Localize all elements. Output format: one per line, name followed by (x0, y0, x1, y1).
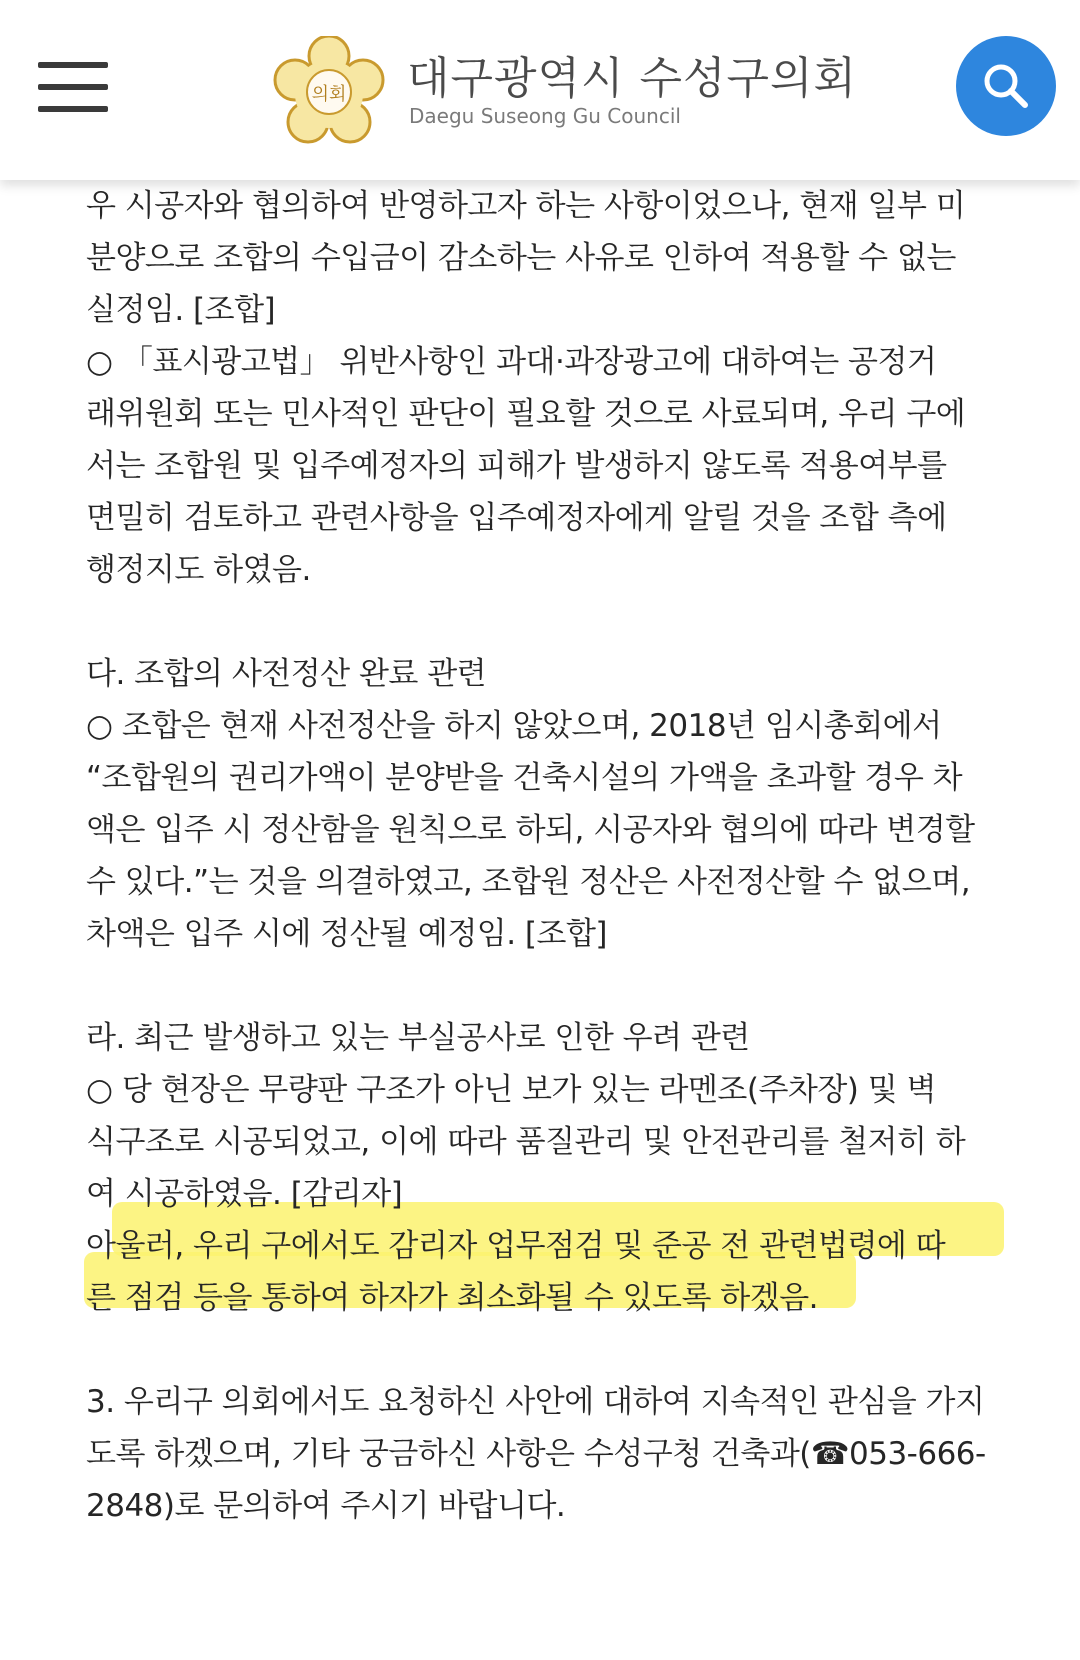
section-heading: 다. 조합의 사전정산 완료 관련 (86, 656, 487, 692)
menu-bar (38, 106, 108, 112)
text-line: 면밀히 검토하고 관련사항을 입주예정자에게 알릴 것을 조합 측에 (86, 500, 947, 536)
highlighted-text-line: 른 점검 등을 통하여 하자가 최소화될 수 있도록 하겠음. (86, 1280, 818, 1316)
text-line: 래위원회 또는 민사적인 판단이 필요할 것으로 사료되며, 우리 구에 (86, 396, 966, 432)
text-line: 여 시공하였음. [감리자] (86, 1176, 403, 1212)
text-line: “조합원의 권리가액이 분양받을 건축시설의 가액을 초과할 경우 차 (86, 760, 963, 796)
site-title-korean: 대구광역시 수성구의회 (407, 53, 858, 104)
text-line: 액은 입주 시 정산함을 원칙으로 하되, 시공자와 협의에 따라 변경할 (86, 812, 975, 848)
text-line: 식구조로 시공되었고, 이에 따라 품질관리 및 안전관리를 철저히 하 (86, 1124, 966, 1160)
text-line: ○ 당 현장은 무량판 구조가 아닌 보가 있는 라멘조(주차장) 및 벽 (86, 1072, 936, 1108)
text-line: 우 시공자와 협의하여 반영하고자 하는 사항이었으나, 현재 일부 미 (86, 188, 966, 224)
site-title-english: Daegu Suseong Gu Council (409, 104, 681, 128)
text-line: 분양으로 조합의 수입금이 감소하는 사유로 인하여 적용할 수 없는 (86, 240, 956, 276)
text-line: 2848)로 문의하여 주시기 바랍니다. (86, 1488, 566, 1524)
council-emblem-icon (273, 36, 385, 148)
highlighted-text-line: 아울러, 우리 구에서도 감리자 업무점검 및 준공 전 관련법령에 따 (86, 1228, 946, 1264)
section-heading: 라. 최근 발생하고 있는 부실공사로 인한 우려 관련 (86, 1020, 750, 1056)
text-line: ○ 「표시광고법」 위반사항인 과대·과장광고에 대하여는 공정거 (86, 344, 937, 380)
text-line: 차액은 입주 시에 정산될 예정임. [조합] (86, 916, 608, 952)
menu-bar (38, 62, 108, 68)
document-content (0, 180, 1080, 1660)
text-line: 서는 조합원 및 입주예정자의 피해가 발생하지 않도록 적용여부를 (86, 448, 947, 484)
site-header (0, 0, 1080, 180)
text-line: ○ 조합은 현재 사전정산을 하지 않았으며, 2018년 임시총회에서 (86, 708, 942, 744)
text-line: 실정임. [조합] (86, 292, 276, 328)
council-logo[interactable] (273, 36, 858, 148)
search-icon (980, 60, 1032, 112)
menu-bar (38, 84, 108, 90)
text-line: 3. 우리구 의회에서도 요청하신 사안에 대하여 지속적인 관심을 가지 (86, 1384, 985, 1420)
hamburger-menu-icon[interactable] (38, 62, 108, 112)
text-line: 도록 하겠으며, 기타 궁금하신 사항은 수성구청 건축과(☎053-666- (86, 1436, 986, 1472)
search-button[interactable] (956, 36, 1056, 136)
text-line: 행정지도 하였음. (86, 552, 311, 588)
text-line: 수 있다.”는 것을 의결하였고, 조합원 정산은 사전정산할 수 없으며, (86, 864, 971, 900)
emblem-text: 의회 (311, 84, 347, 105)
